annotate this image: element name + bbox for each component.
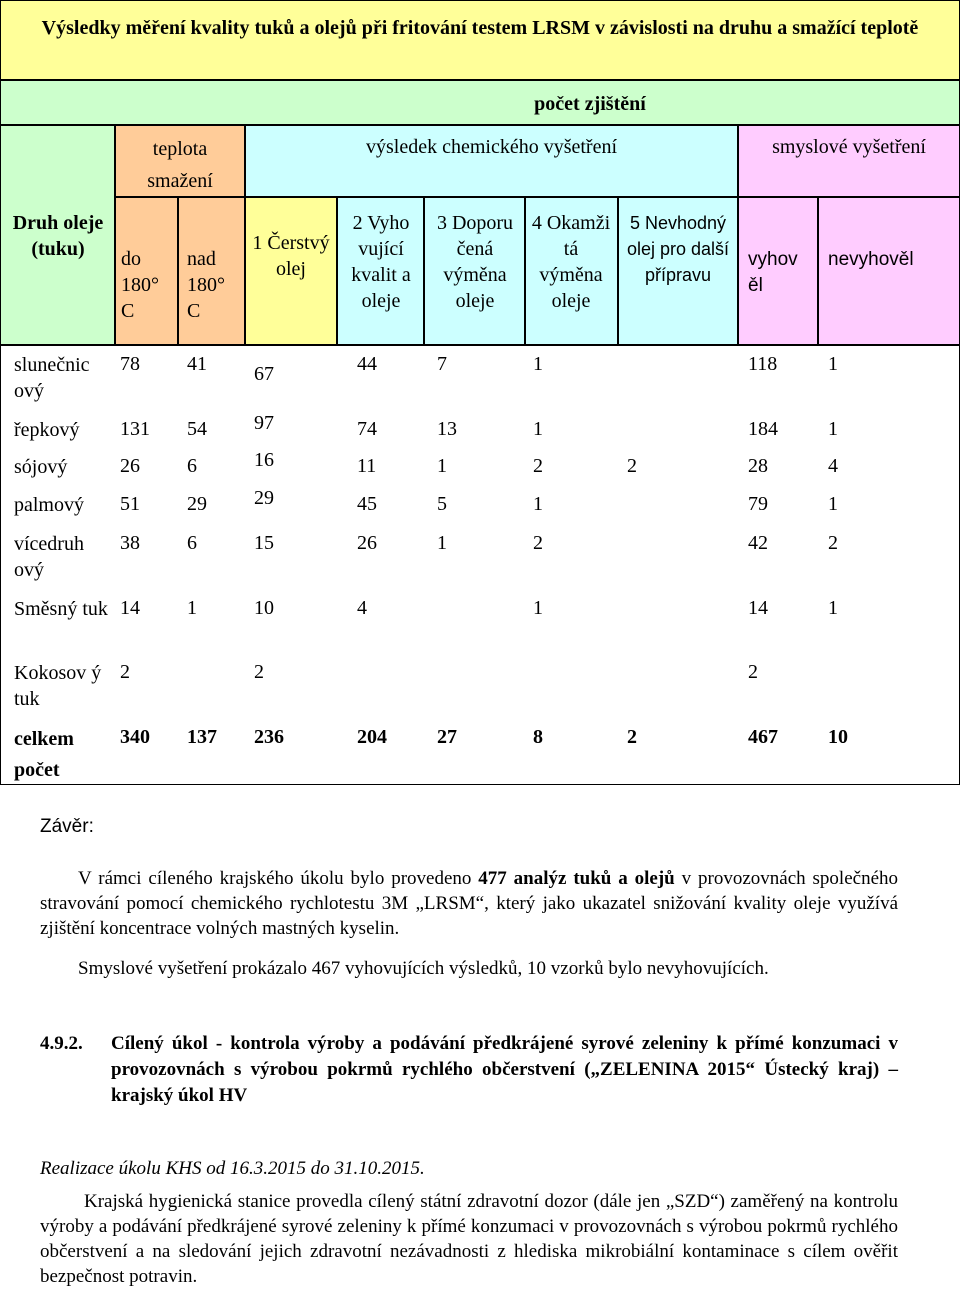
- table-cell: 340: [120, 726, 150, 748]
- table-cell: 1: [828, 597, 838, 619]
- table-cell: 1: [533, 353, 543, 375]
- col-vyhovel: vyhov ěl: [748, 249, 798, 296]
- realization-text: Realizace úkolu KHS od 16.3.2015 do 31.10.2015.: [40, 1158, 425, 1179]
- conclusion-text-c: v provozovnách společného stravování pomocí chemického rychlotestu 3M „LRSM“, který jako ukazatel snižování kvality oleje využívá zjištění koncentrace volných mastných kyselin.: [40, 868, 898, 939]
- table-cell: 14: [120, 597, 140, 619]
- table-cell: 2: [828, 532, 838, 554]
- table-cell: 44: [357, 353, 377, 375]
- table-cell: 5: [437, 493, 447, 515]
- col-3: 3 Doporu čená výměna oleje: [436, 212, 514, 312]
- table-cell: 29: [254, 487, 274, 509]
- col-5: 5 Nevhodný olej pro další přípravu: [626, 213, 730, 285]
- table-cell: 54: [187, 418, 207, 440]
- table-cell: 28: [748, 455, 768, 477]
- table-cell: 78: [120, 353, 140, 375]
- table-cell: 15: [254, 532, 274, 554]
- table-cell: 74: [357, 418, 377, 440]
- table-cell: 45: [357, 493, 377, 515]
- table-cell: 67: [254, 363, 274, 385]
- row-label: vícedruh ový: [14, 533, 84, 581]
- col-2: 2 Vyho vující kvalit a oleje: [351, 212, 411, 312]
- table-cell: 4: [828, 455, 838, 477]
- conclusion-label: Závěr:: [40, 816, 94, 837]
- table-cell: 1: [828, 493, 838, 515]
- table-cell: 14: [748, 597, 768, 619]
- section-number: 4.9.2.: [40, 1033, 83, 1054]
- table-cell: 204: [357, 726, 387, 748]
- header-chem: výsledek chemického vyšetření: [365, 136, 618, 158]
- table-cell: 2: [533, 532, 543, 554]
- col-nad180: nad 180° C: [187, 248, 225, 322]
- table-title: Výsledky měření kvality tuků a olejů při fritování testem LRSM v závislosti na druhu a smažící teplotě: [41, 17, 919, 39]
- header-temp: teplota smažení: [147, 138, 213, 192]
- table-cell: 97: [254, 412, 274, 434]
- row-label: Směsný tuk: [14, 598, 108, 620]
- table-cell: 10: [254, 597, 274, 619]
- table-cell: 1: [533, 418, 543, 440]
- table-cell: 13: [437, 418, 457, 440]
- conclusion-paragraph-2: Smyslové vyšetření prokázalo 467 vyhovujících výsledků, 10 vzorků bylo nevyhovujících.: [78, 958, 769, 979]
- table-cell: 1: [533, 493, 543, 515]
- table-cell: 236: [254, 726, 284, 748]
- table-cell: 7: [437, 353, 447, 375]
- table-body: [0, 345, 960, 785]
- table-cell: 6: [187, 455, 197, 477]
- row-label: Kokosov ý tuk: [14, 662, 102, 710]
- col-type: Druh oleje (tuku): [12, 212, 104, 260]
- conclusion-text-bold: 477 analýz tuků a olejů: [478, 868, 675, 889]
- header-sens: smyslové vyšetření: [772, 136, 926, 158]
- table-cell: 1: [828, 353, 838, 375]
- table-cell: 11: [357, 455, 377, 477]
- table-cell: 1: [437, 532, 447, 554]
- table-cell: 1: [437, 455, 447, 477]
- section-title: Cílený úkol - kontrola výroby a podávání předkrájené syrové zeleniny k přímé konzumaci v provozovnách s výrobou pokrmů rychlého občerstvení („ZELENINA 2015“ Ústecký kraj) – krajský úkol HV: [111, 1033, 898, 1106]
- table-cell: 2: [627, 726, 637, 748]
- table-cell: 118: [748, 353, 778, 375]
- table-cell: 41: [187, 353, 207, 375]
- row-label: palmový: [14, 494, 84, 516]
- table-cell: 2: [627, 455, 637, 477]
- row-label: slunečnic ový: [14, 354, 90, 402]
- table-cell: 42: [748, 532, 768, 554]
- table-cell: 6: [187, 532, 197, 554]
- section-body: Krajská hygienická stanice provedla cílený státní zdravotní dozor (dále jen „SZD“) zaměřený na kontrolu výroby a podávání předkrájené syrové zeleniny k přímé konzumaci v provozovnách s výrobou pokrmů rychlého občerstvení a na sledování jejich zdravotní nezávadnosti z hlediska mikrobiální kontaminace s cílem ověřit bezpečnost potravin.: [40, 1191, 898, 1287]
- col-1: 1 Čerstvý olej: [252, 232, 330, 280]
- table-cell: 2: [120, 661, 130, 683]
- col-4: 4 Okamži tá výměna oleje: [531, 212, 611, 312]
- table-cell: 1: [533, 597, 543, 619]
- table-cell: 2: [533, 455, 543, 477]
- row-label-total: celkem počet: [14, 728, 74, 781]
- table-cell: 8: [533, 726, 543, 748]
- row-label: řepkový: [14, 419, 80, 441]
- table-cell: 2: [254, 661, 264, 683]
- table-cell: 1: [828, 418, 838, 440]
- table-cell: 26: [357, 532, 377, 554]
- table-cell: 29: [187, 493, 207, 515]
- table-cell: 10: [828, 726, 848, 748]
- table-cell: 16: [254, 449, 274, 471]
- table-cell: 26: [120, 455, 140, 477]
- table-cell: 1: [187, 597, 197, 619]
- col-do180: do 180° C: [121, 248, 159, 322]
- table-cell: 467: [748, 726, 778, 748]
- table-cell: 79: [748, 493, 768, 515]
- table-cell: 131: [120, 418, 150, 440]
- conclusion-paragraph-1: [40, 866, 898, 941]
- table-cell: 2: [748, 661, 758, 683]
- table-cell: 184: [748, 418, 778, 440]
- table-cell: 27: [437, 726, 457, 748]
- col-nevyhovel: nevyhověl: [828, 249, 914, 270]
- table-cell: 51: [120, 493, 140, 515]
- header-count: počet zjištění: [534, 93, 646, 115]
- table-cell: 38: [120, 532, 140, 554]
- table-cell: 4: [357, 597, 367, 619]
- row-label: sójový: [14, 456, 68, 478]
- conclusion-text-a: V rámci cíleného krajského úkolu bylo provedeno: [78, 868, 479, 889]
- table-cell: 137: [187, 726, 217, 748]
